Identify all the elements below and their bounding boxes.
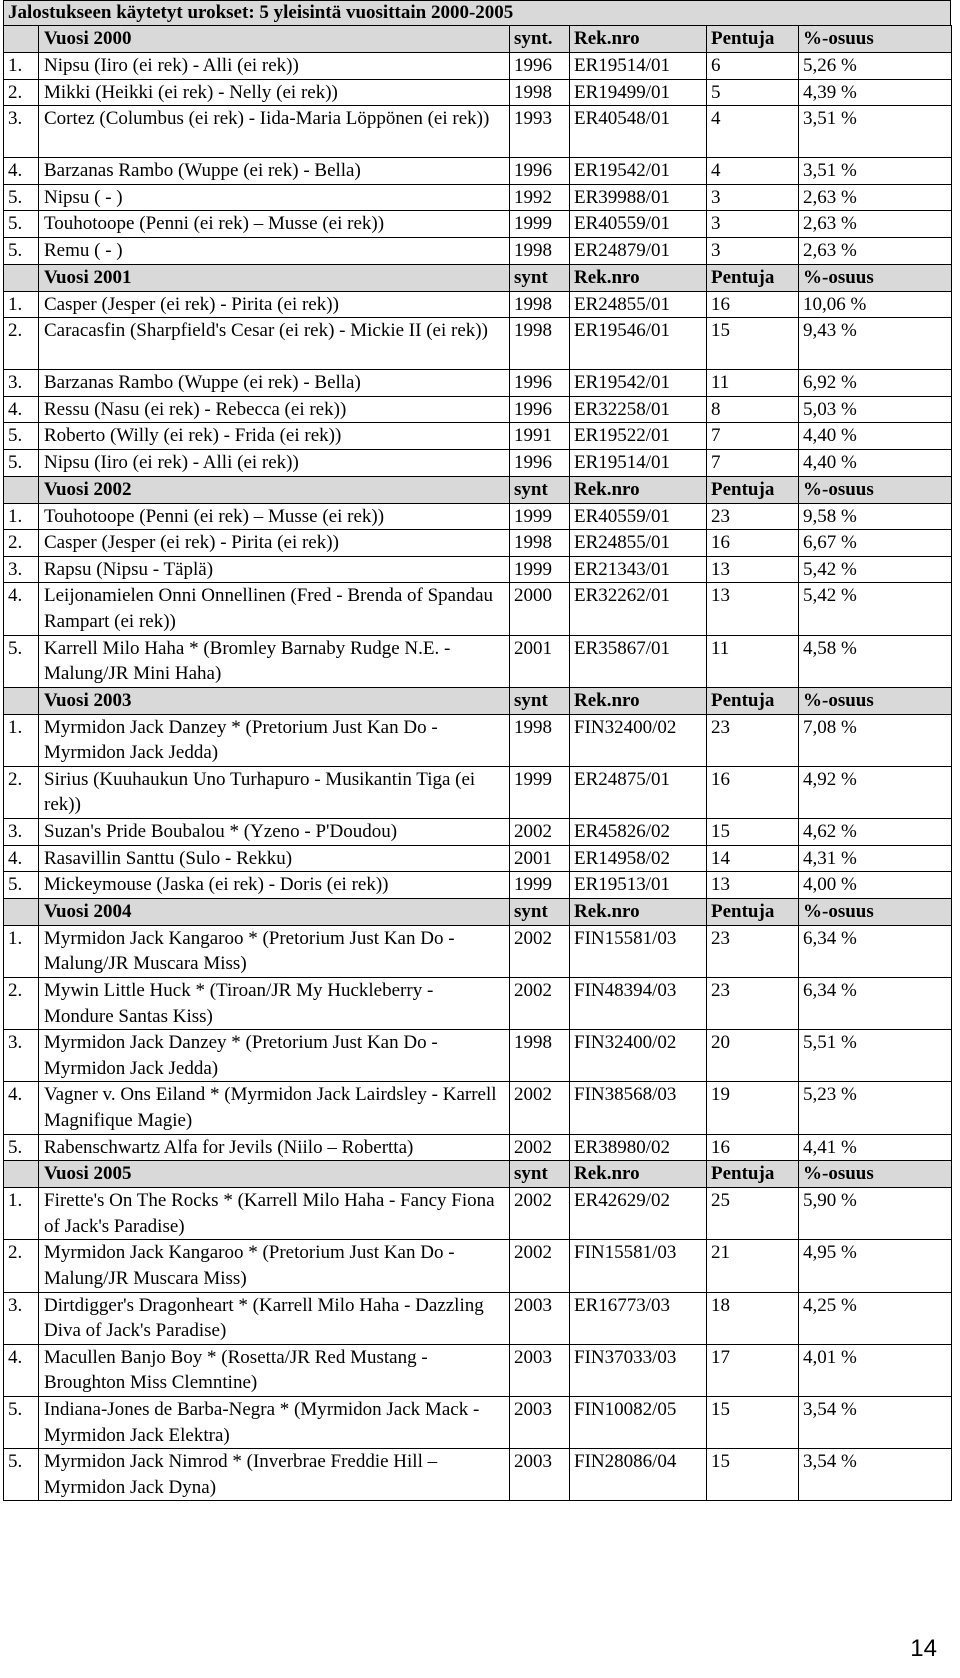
reg-cell: FIN15581/03 [570, 925, 707, 977]
litters-cell: 7 [707, 423, 799, 450]
born-cell: 1999 [510, 766, 570, 818]
table-row [4, 184, 952, 211]
litters-cell: 23 [707, 925, 799, 977]
header-litters: Pentuja [707, 1161, 799, 1188]
born-cell: 2003 [510, 1292, 570, 1344]
litters-cell: 17 [707, 1344, 799, 1396]
header-rank-cell [4, 476, 39, 503]
rank-cell: 1. [4, 503, 39, 530]
table-row [4, 423, 952, 450]
share-cell: 3,54 % [799, 1449, 952, 1501]
share-cell: 4,31 % [799, 845, 952, 872]
sire-cell: Vagner v. Ons Eiland * (Myrmidon Jack Lairdsley - Karrell Magnifique Magie) [39, 1082, 510, 1134]
header-share: %-osuus [799, 476, 952, 503]
born-cell: 2001 [510, 845, 570, 872]
share-cell: 2,63 % [799, 184, 952, 211]
share-cell: 6,92 % [799, 370, 952, 397]
born-cell: 1999 [510, 503, 570, 530]
litters-cell: 18 [707, 1292, 799, 1344]
litters-cell: 16 [707, 766, 799, 818]
table-row [4, 396, 952, 423]
reg-cell: ER14958/02 [570, 845, 707, 872]
sire-cell: Macullen Banjo Boy * (Rosetta/JR Red Mustang - Broughton Miss Clemntine) [39, 1344, 510, 1396]
year-header-row [4, 264, 952, 291]
born-cell: 1993 [510, 106, 570, 158]
litters-cell: 13 [707, 872, 799, 899]
born-cell: 2002 [510, 1240, 570, 1292]
born-cell: 1996 [510, 158, 570, 185]
table-row [4, 925, 952, 977]
table-row [4, 53, 952, 80]
reg-cell: ER40548/01 [570, 106, 707, 158]
sire-cell: Casper (Jesper (ei rek) - Pirita (ei rek)) [39, 530, 510, 557]
header-year: Vuosi 2005 [39, 1161, 510, 1188]
document [3, 0, 951, 1662]
share-cell: 4,39 % [799, 79, 952, 106]
litters-cell: 11 [707, 370, 799, 397]
born-cell: 2002 [510, 1188, 570, 1240]
sires-table-body [4, 26, 952, 1501]
reg-cell: ER21343/01 [570, 556, 707, 583]
rank-cell: 5. [4, 1134, 39, 1161]
table-row [4, 635, 952, 687]
table-row [4, 714, 952, 766]
rank-cell: 1. [4, 925, 39, 977]
reg-cell: ER19514/01 [570, 53, 707, 80]
born-cell: 2002 [510, 819, 570, 846]
share-cell: 6,67 % [799, 530, 952, 557]
rank-cell: 2. [4, 766, 39, 818]
reg-cell: FIN15581/03 [570, 1240, 707, 1292]
born-cell: 1992 [510, 184, 570, 211]
header-born: synt [510, 687, 570, 714]
born-cell: 1998 [510, 291, 570, 318]
header-reg: Rek.nro [570, 476, 707, 503]
sire-cell: Nipsu (Iiro (ei rek) - Alli (ei rek)) [39, 449, 510, 476]
share-cell: 9,58 % [799, 503, 952, 530]
sire-cell: Rabenschwartz Alfa for Jevils (Niilo – Robertta) [39, 1134, 510, 1161]
header-born: synt [510, 476, 570, 503]
reg-cell: ER19546/01 [570, 318, 707, 370]
reg-cell: FIN10082/05 [570, 1396, 707, 1448]
share-cell: 3,51 % [799, 106, 952, 158]
rank-cell: 5. [4, 184, 39, 211]
header-share: %-osuus [799, 898, 952, 925]
reg-cell: ER24855/01 [570, 530, 707, 557]
born-cell: 1999 [510, 211, 570, 238]
litters-cell: 13 [707, 583, 799, 635]
rank-cell: 3. [4, 370, 39, 397]
litters-cell: 3 [707, 237, 799, 264]
litters-cell: 16 [707, 291, 799, 318]
litters-cell: 19 [707, 1082, 799, 1134]
rank-cell: 4. [4, 583, 39, 635]
table-row [4, 1292, 952, 1344]
litters-cell: 8 [707, 396, 799, 423]
rank-cell: 5. [4, 1396, 39, 1448]
sire-cell: Caracasfin (Sharpfield's Cesar (ei rek) - Mickie II (ei rek)) [39, 318, 510, 370]
table-row [4, 1449, 952, 1501]
header-share: %-osuus [799, 26, 952, 53]
sire-cell: Mickeymouse (Jaska (ei rek) - Doris (ei rek)) [39, 872, 510, 899]
sire-cell: Barzanas Rambo (Wuppe (ei rek) - Bella) [39, 370, 510, 397]
document-title: Jalostukseen käytetyt urokset: 5 yleisintä vuosittain 2000-2005 [3, 0, 951, 25]
reg-cell: ER19514/01 [570, 449, 707, 476]
born-cell: 2002 [510, 978, 570, 1030]
header-share: %-osuus [799, 687, 952, 714]
sire-cell: Rasavillin Santtu (Sulo - Rekku) [39, 845, 510, 872]
year-header-row [4, 26, 952, 53]
header-litters: Pentuja [707, 476, 799, 503]
header-rank-cell [4, 898, 39, 925]
born-cell: 1996 [510, 370, 570, 397]
share-cell: 5,03 % [799, 396, 952, 423]
header-litters: Pentuja [707, 687, 799, 714]
born-cell: 1998 [510, 714, 570, 766]
litters-cell: 4 [707, 158, 799, 185]
rank-cell: 5. [4, 211, 39, 238]
litters-cell: 16 [707, 530, 799, 557]
header-year: Vuosi 2004 [39, 898, 510, 925]
born-cell: 2002 [510, 1082, 570, 1134]
table-row [4, 1396, 952, 1448]
rank-cell: 5. [4, 237, 39, 264]
table-row [4, 819, 952, 846]
sire-cell: Karrell Milo Haha * (Bromley Barnaby Rudge N.E. - Malung/JR Mini Haha) [39, 635, 510, 687]
share-cell: 3,51 % [799, 158, 952, 185]
reg-cell: ER39988/01 [570, 184, 707, 211]
header-rank-cell [4, 26, 39, 53]
sire-cell: Cortez (Columbus (ei rek) - Iida-Maria Löppönen (ei rek)) [39, 106, 510, 158]
sire-cell: Myrmidon Jack Danzey * (Pretorium Just Kan Do - Myrmidon Jack Jedda) [39, 1030, 510, 1082]
share-cell: 4,00 % [799, 872, 952, 899]
sire-cell: Leijonamielen Onni Onnellinen (Fred - Brenda of Spandau Rampart (ei rek)) [39, 583, 510, 635]
header-born: synt [510, 1161, 570, 1188]
rank-cell: 4. [4, 1344, 39, 1396]
born-cell: 1999 [510, 872, 570, 899]
rank-cell: 1. [4, 53, 39, 80]
rank-cell: 5. [4, 1449, 39, 1501]
header-reg: Rek.nro [570, 26, 707, 53]
reg-cell: ER19542/01 [570, 158, 707, 185]
header-year: Vuosi 2002 [39, 476, 510, 503]
reg-cell: FIN37033/03 [570, 1344, 707, 1396]
litters-cell: 7 [707, 449, 799, 476]
rank-cell: 2. [4, 1240, 39, 1292]
table-row [4, 530, 952, 557]
header-reg: Rek.nro [570, 264, 707, 291]
reg-cell: ER32258/01 [570, 396, 707, 423]
rank-cell: 5. [4, 449, 39, 476]
table-row [4, 1188, 952, 1240]
sire-cell: Rapsu (Nipsu - Täplä) [39, 556, 510, 583]
reg-cell: ER19522/01 [570, 423, 707, 450]
header-year: Vuosi 2000 [39, 26, 510, 53]
sire-cell: Nipsu (Iiro (ei rek) - Alli (ei rek)) [39, 53, 510, 80]
table-row [4, 1240, 952, 1292]
table-row [4, 291, 952, 318]
litters-cell: 14 [707, 845, 799, 872]
reg-cell: FIN38568/03 [570, 1082, 707, 1134]
born-cell: 2002 [510, 925, 570, 977]
litters-cell: 3 [707, 211, 799, 238]
reg-cell: ER19499/01 [570, 79, 707, 106]
header-rank-cell [4, 687, 39, 714]
sire-cell: Dirtdigger's Dragonheart * (Karrell Milo Haha - Dazzling Diva of Jack's Paradise) [39, 1292, 510, 1344]
litters-cell: 21 [707, 1240, 799, 1292]
reg-cell: ER40559/01 [570, 211, 707, 238]
born-cell: 1998 [510, 237, 570, 264]
rank-cell: 5. [4, 635, 39, 687]
header-reg: Rek.nro [570, 898, 707, 925]
sire-cell: Sirius (Kuuhaukun Uno Turhapuro - Musikantin Tiga (ei rek)) [39, 766, 510, 818]
litters-cell: 23 [707, 978, 799, 1030]
share-cell: 5,26 % [799, 53, 952, 80]
header-born: synt. [510, 26, 570, 53]
reg-cell: FIN32400/02 [570, 714, 707, 766]
sire-cell: Ressu (Nasu (ei rek) - Rebecca (ei rek)) [39, 396, 510, 423]
share-cell: 6,34 % [799, 925, 952, 977]
rank-cell: 1. [4, 1188, 39, 1240]
born-cell: 2003 [510, 1396, 570, 1448]
rank-cell: 4. [4, 1082, 39, 1134]
reg-cell: ER40559/01 [570, 503, 707, 530]
table-row [4, 370, 952, 397]
table-row [4, 845, 952, 872]
reg-cell: ER24879/01 [570, 237, 707, 264]
rank-cell: 3. [4, 1292, 39, 1344]
table-row [4, 1134, 952, 1161]
header-share: %-osuus [799, 1161, 952, 1188]
litters-cell: 23 [707, 503, 799, 530]
table-row [4, 872, 952, 899]
header-year: Vuosi 2001 [39, 264, 510, 291]
share-cell: 5,51 % [799, 1030, 952, 1082]
litters-cell: 13 [707, 556, 799, 583]
table-row [4, 237, 952, 264]
reg-cell: ER19542/01 [570, 370, 707, 397]
table-row [4, 449, 952, 476]
reg-cell: ER38980/02 [570, 1134, 707, 1161]
litters-cell: 15 [707, 318, 799, 370]
table-row [4, 79, 952, 106]
litters-cell: 15 [707, 1396, 799, 1448]
reg-cell: ER45826/02 [570, 819, 707, 846]
year-header-row [4, 687, 952, 714]
litters-cell: 6 [707, 53, 799, 80]
rank-cell: 2. [4, 79, 39, 106]
header-litters: Pentuja [707, 898, 799, 925]
header-reg: Rek.nro [570, 1161, 707, 1188]
year-header-row [4, 898, 952, 925]
table-row [4, 158, 952, 185]
rank-cell: 5. [4, 872, 39, 899]
table-row [4, 556, 952, 583]
table-row [4, 1082, 952, 1134]
sire-cell: Indiana-Jones de Barba-Negra * (Myrmidon Jack Mack - Myrmidon Jack Elektra) [39, 1396, 510, 1448]
table-row [4, 583, 952, 635]
sire-cell: Remu ( - ) [39, 237, 510, 264]
share-cell: 4,92 % [799, 766, 952, 818]
share-cell: 7,08 % [799, 714, 952, 766]
table-row [4, 318, 952, 370]
reg-cell: FIN32400/02 [570, 1030, 707, 1082]
rank-cell: 3. [4, 556, 39, 583]
share-cell: 4,95 % [799, 1240, 952, 1292]
born-cell: 1998 [510, 79, 570, 106]
table-row [4, 766, 952, 818]
reg-cell: FIN28086/04 [570, 1449, 707, 1501]
share-cell: 2,63 % [799, 237, 952, 264]
share-cell: 2,63 % [799, 211, 952, 238]
reg-cell: ER24875/01 [570, 766, 707, 818]
sire-cell: Barzanas Rambo (Wuppe (ei rek) - Bella) [39, 158, 510, 185]
header-born: synt [510, 898, 570, 925]
litters-cell: 20 [707, 1030, 799, 1082]
litters-cell: 3 [707, 184, 799, 211]
share-cell: 9,43 % [799, 318, 952, 370]
share-cell: 4,25 % [799, 1292, 952, 1344]
rank-cell: 3. [4, 819, 39, 846]
rank-cell: 3. [4, 106, 39, 158]
header-litters: Pentuja [707, 26, 799, 53]
reg-cell: ER42629/02 [570, 1188, 707, 1240]
sire-cell: Nipsu ( - ) [39, 184, 510, 211]
year-header-row [4, 1161, 952, 1188]
born-cell: 1991 [510, 423, 570, 450]
sire-cell: Mywin Little Huck * (Tiroan/JR My Huckleberry - Mondure Santas Kiss) [39, 978, 510, 1030]
sire-cell: Myrmidon Jack Danzey * (Pretorium Just Kan Do - Myrmidon Jack Jedda) [39, 714, 510, 766]
born-cell: 2003 [510, 1344, 570, 1396]
born-cell: 1998 [510, 530, 570, 557]
born-cell: 1998 [510, 1030, 570, 1082]
sire-cell: Myrmidon Jack Kangaroo * (Pretorium Just Kan Do - Malung/JR Muscara Miss) [39, 1240, 510, 1292]
share-cell: 4,40 % [799, 449, 952, 476]
sire-cell: Touhotoope (Penni (ei rek) – Musse (ei rek)) [39, 211, 510, 238]
table-row [4, 1030, 952, 1082]
share-cell: 5,42 % [799, 583, 952, 635]
table-row [4, 978, 952, 1030]
reg-cell: FIN48394/03 [570, 978, 707, 1030]
sire-cell: Myrmidon Jack Kangaroo * (Pretorium Just Kan Do - Malung/JR Muscara Miss) [39, 925, 510, 977]
header-share: %-osuus [799, 264, 952, 291]
litters-cell: 11 [707, 635, 799, 687]
share-cell: 4,62 % [799, 819, 952, 846]
born-cell: 2002 [510, 1134, 570, 1161]
litters-cell: 23 [707, 714, 799, 766]
sire-cell: Roberto (Willy (ei rek) - Frida (ei rek)) [39, 423, 510, 450]
table-row [4, 211, 952, 238]
born-cell: 1998 [510, 318, 570, 370]
litters-cell: 15 [707, 1449, 799, 1501]
header-rank-cell [4, 264, 39, 291]
table-row [4, 1344, 952, 1396]
reg-cell: ER19513/01 [570, 872, 707, 899]
born-cell: 1996 [510, 396, 570, 423]
reg-cell: ER24855/01 [570, 291, 707, 318]
reg-cell: ER35867/01 [570, 635, 707, 687]
rank-cell: 2. [4, 978, 39, 1030]
rank-cell: 2. [4, 318, 39, 370]
sire-cell: Suzan's Pride Boubalou * (Yzeno - P'Doudou) [39, 819, 510, 846]
page-number: 14 [910, 1635, 937, 1662]
share-cell: 4,58 % [799, 635, 952, 687]
rank-cell: 2. [4, 530, 39, 557]
litters-cell: 15 [707, 819, 799, 846]
rank-cell: 5. [4, 423, 39, 450]
sire-cell: Mikki (Heikki (ei rek) - Nelly (ei rek)) [39, 79, 510, 106]
share-cell: 3,54 % [799, 1396, 952, 1448]
rank-cell: 1. [4, 291, 39, 318]
born-cell: 2000 [510, 583, 570, 635]
rank-cell: 4. [4, 396, 39, 423]
rank-cell: 4. [4, 158, 39, 185]
share-cell: 5,23 % [799, 1082, 952, 1134]
share-cell: 5,42 % [799, 556, 952, 583]
table-row [4, 106, 952, 158]
born-cell: 1999 [510, 556, 570, 583]
header-reg: Rek.nro [570, 687, 707, 714]
header-born: synt [510, 264, 570, 291]
share-cell: 4,40 % [799, 423, 952, 450]
sire-cell: Touhotoope (Penni (ei rek) – Musse (ei rek)) [39, 503, 510, 530]
header-year: Vuosi 2003 [39, 687, 510, 714]
rank-cell: 3. [4, 1030, 39, 1082]
born-cell: 1996 [510, 53, 570, 80]
litters-cell: 4 [707, 106, 799, 158]
rank-cell: 4. [4, 845, 39, 872]
reg-cell: ER16773/03 [570, 1292, 707, 1344]
share-cell: 6,34 % [799, 978, 952, 1030]
table-row [4, 503, 952, 530]
share-cell: 5,90 % [799, 1188, 952, 1240]
litters-cell: 25 [707, 1188, 799, 1240]
header-rank-cell [4, 1161, 39, 1188]
born-cell: 1996 [510, 449, 570, 476]
sire-cell: Myrmidon Jack Nimrod * (Inverbrae Freddie Hill – Myrmidon Jack Dyna) [39, 1449, 510, 1501]
sires-table [3, 25, 952, 1501]
litters-cell: 5 [707, 79, 799, 106]
born-cell: 2001 [510, 635, 570, 687]
born-cell: 2003 [510, 1449, 570, 1501]
year-header-row [4, 476, 952, 503]
rank-cell: 1. [4, 714, 39, 766]
litters-cell: 16 [707, 1134, 799, 1161]
share-cell: 4,01 % [799, 1344, 952, 1396]
sire-cell: Casper (Jesper (ei rek) - Pirita (ei rek)) [39, 291, 510, 318]
share-cell: 4,41 % [799, 1134, 952, 1161]
reg-cell: ER32262/01 [570, 583, 707, 635]
share-cell: 10,06 % [799, 291, 952, 318]
header-litters: Pentuja [707, 264, 799, 291]
sire-cell: Firette's On The Rocks * (Karrell Milo Haha - Fancy Fiona of Jack's Paradise) [39, 1188, 510, 1240]
